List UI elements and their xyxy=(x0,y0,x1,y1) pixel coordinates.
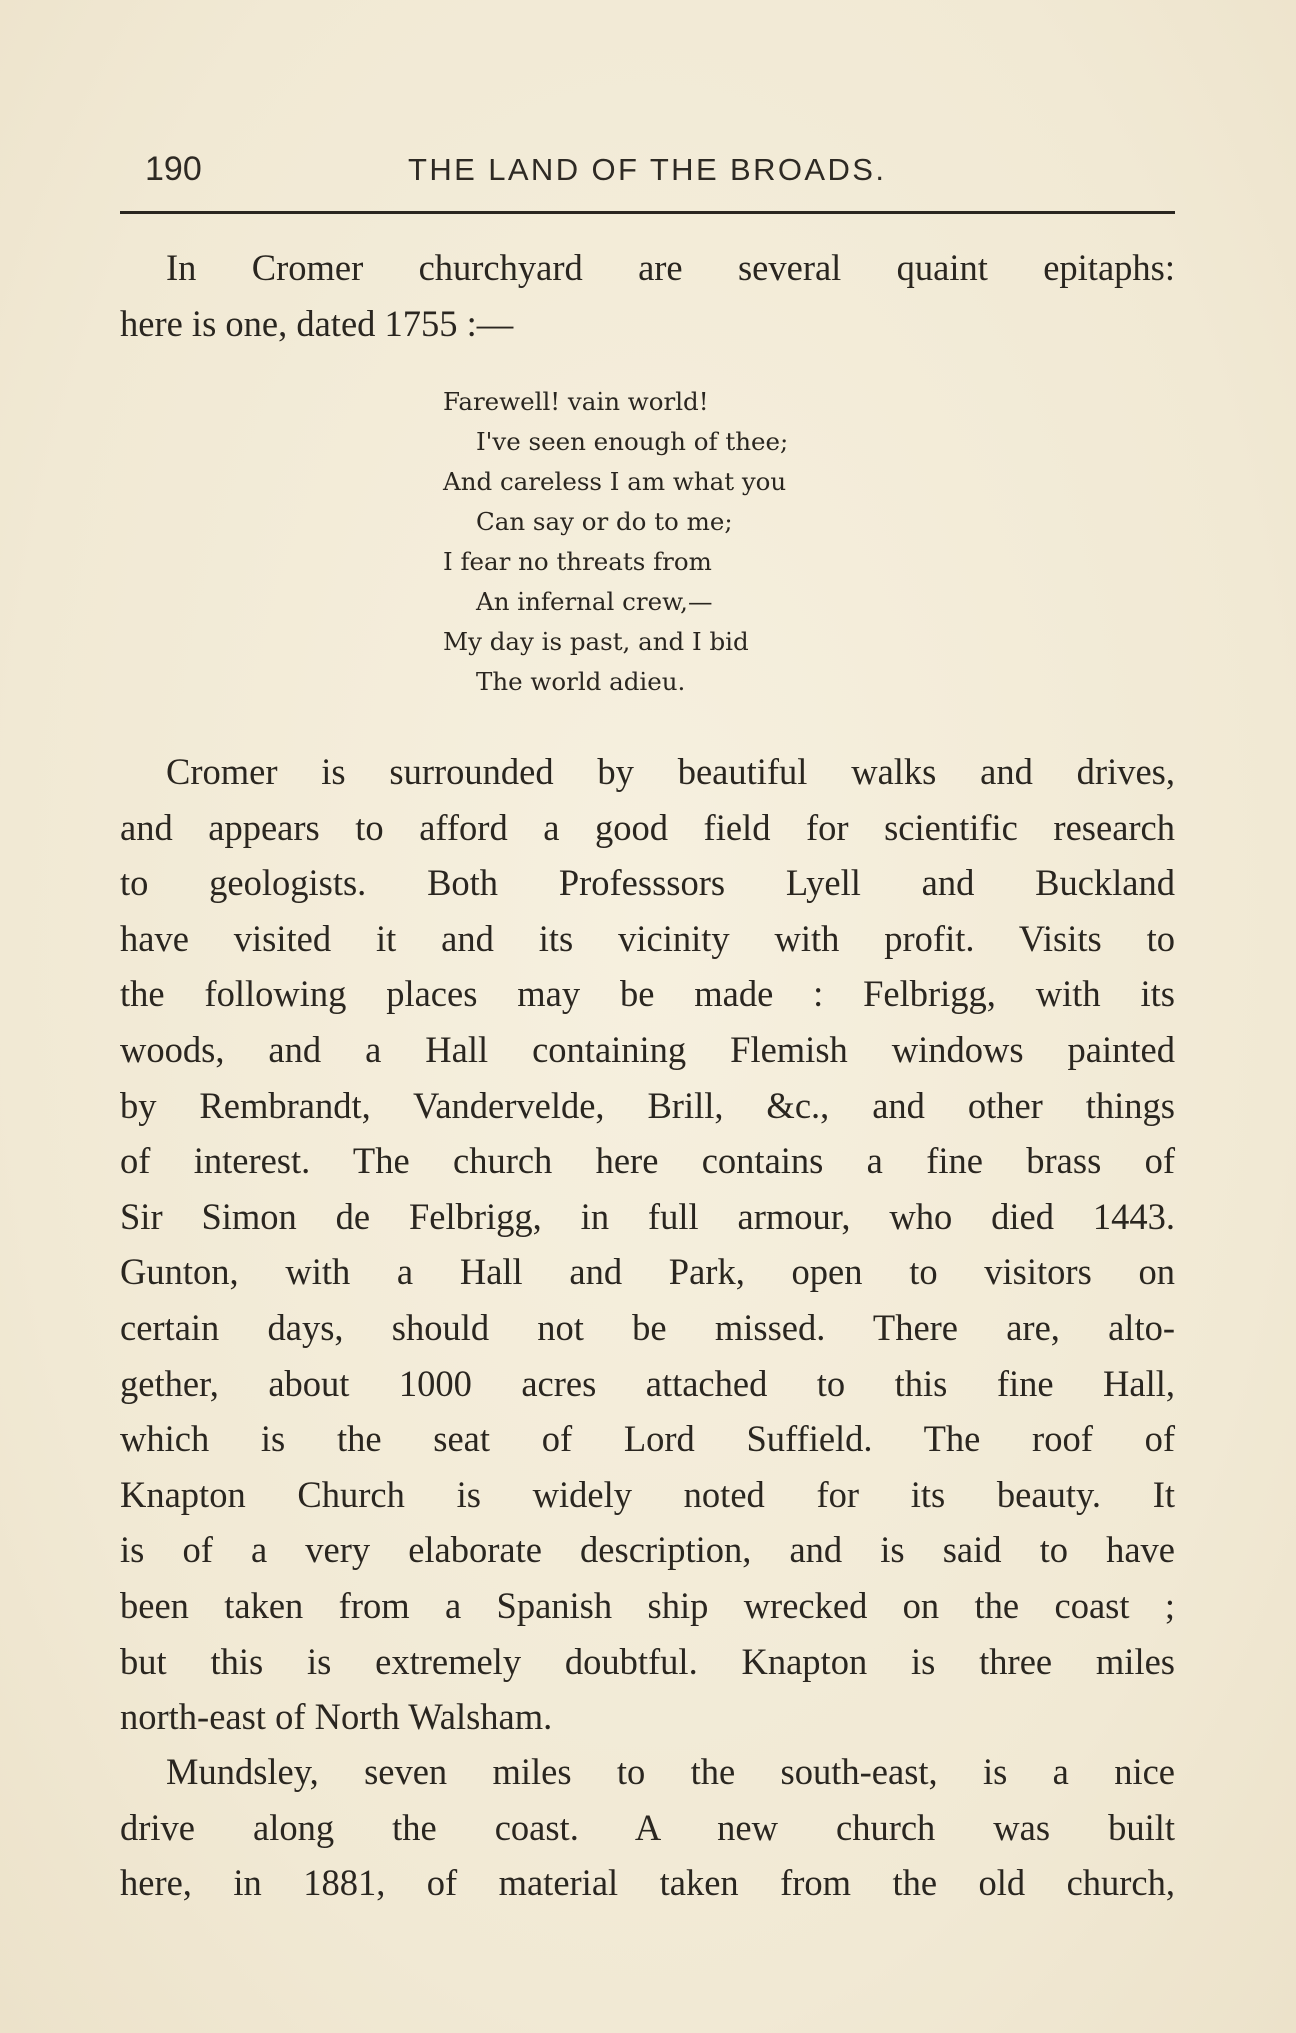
text-line: have visited it and its vicinity with profit. Visits to xyxy=(120,917,1175,959)
text-line: and appears to afford a good field for scientific research xyxy=(120,806,1175,848)
poem-line: I fear no threats from xyxy=(443,547,712,576)
text-line: Sir Simon de Felbrigg, in full armour, who died 1443. xyxy=(120,1195,1175,1237)
text-line: Gunton, with a Hall and Park, open to visitors on xyxy=(120,1251,1175,1293)
text-line: is of a very elaborate description, and is said to have xyxy=(120,1529,1175,1571)
text-line: the following places may be made : Felbrigg, with its xyxy=(120,973,1175,1015)
text-line: woods, and a Hall containing Flemish windows painted xyxy=(120,1028,1175,1070)
poem-line: Can say or do to me; xyxy=(476,507,733,536)
text-line: here, in 1881, of material taken from the old church, xyxy=(120,1862,1175,1904)
page-number: 190 xyxy=(145,150,202,188)
text-line: In Cromer churchyard are several quaint epitaphs: xyxy=(166,247,1175,288)
text-line: here is one, dated 1755 :— xyxy=(120,302,514,344)
poem-line: And careless I am what you xyxy=(443,467,787,496)
text-line: drive along the coast. A new church was built xyxy=(120,1806,1175,1848)
text-line: by Rembrandt, Vandervelde, Brill, &c., and other things xyxy=(120,1084,1175,1126)
text-line: been taken from a Spanish ship wrecked on the coast ; xyxy=(120,1584,1175,1626)
text-line: certain days, should not be missed. There are, alto- xyxy=(120,1306,1175,1348)
epitaph-poem xyxy=(443,382,913,702)
body-paragraph-mundsley xyxy=(120,1744,1175,1911)
text-line: which is the seat of Lord Suffield. The roof of xyxy=(120,1418,1175,1460)
intro-paragraph xyxy=(120,240,1175,351)
poem-line: The world adieu. xyxy=(476,667,686,696)
poem-line: Farewell! vain world! xyxy=(443,387,709,416)
poem-line: An infernal crew,— xyxy=(476,587,713,616)
text-line: north-east of North Walsham. xyxy=(120,1696,553,1738)
text-line: but this is extremely doubtful. Knapton is three miles xyxy=(120,1640,1175,1682)
running-title: THE LAND OF THE BROADS. xyxy=(408,152,887,187)
text-line: Knapton Church is widely noted for its beauty. It xyxy=(120,1473,1175,1515)
text-line: of interest. The church here contains a fine brass of xyxy=(120,1140,1175,1182)
text-line: Mundsley, seven miles to the south-east, is a nice xyxy=(166,1751,1175,1792)
header-rule xyxy=(120,211,1175,214)
text-line: gether, about 1000 acres attached to this fine Hall, xyxy=(120,1362,1175,1404)
poem-line: I've seen enough of thee; xyxy=(476,427,789,456)
text-line: Cromer is surrounded by beautiful walks and drives, xyxy=(166,751,1175,792)
poem-line: My day is past, and I bid xyxy=(443,627,749,656)
body-paragraph-cromer xyxy=(120,744,1175,1745)
text-line: to geologists. Both Professsors Lyell and Buckland xyxy=(120,862,1175,904)
page-header xyxy=(145,150,1175,200)
